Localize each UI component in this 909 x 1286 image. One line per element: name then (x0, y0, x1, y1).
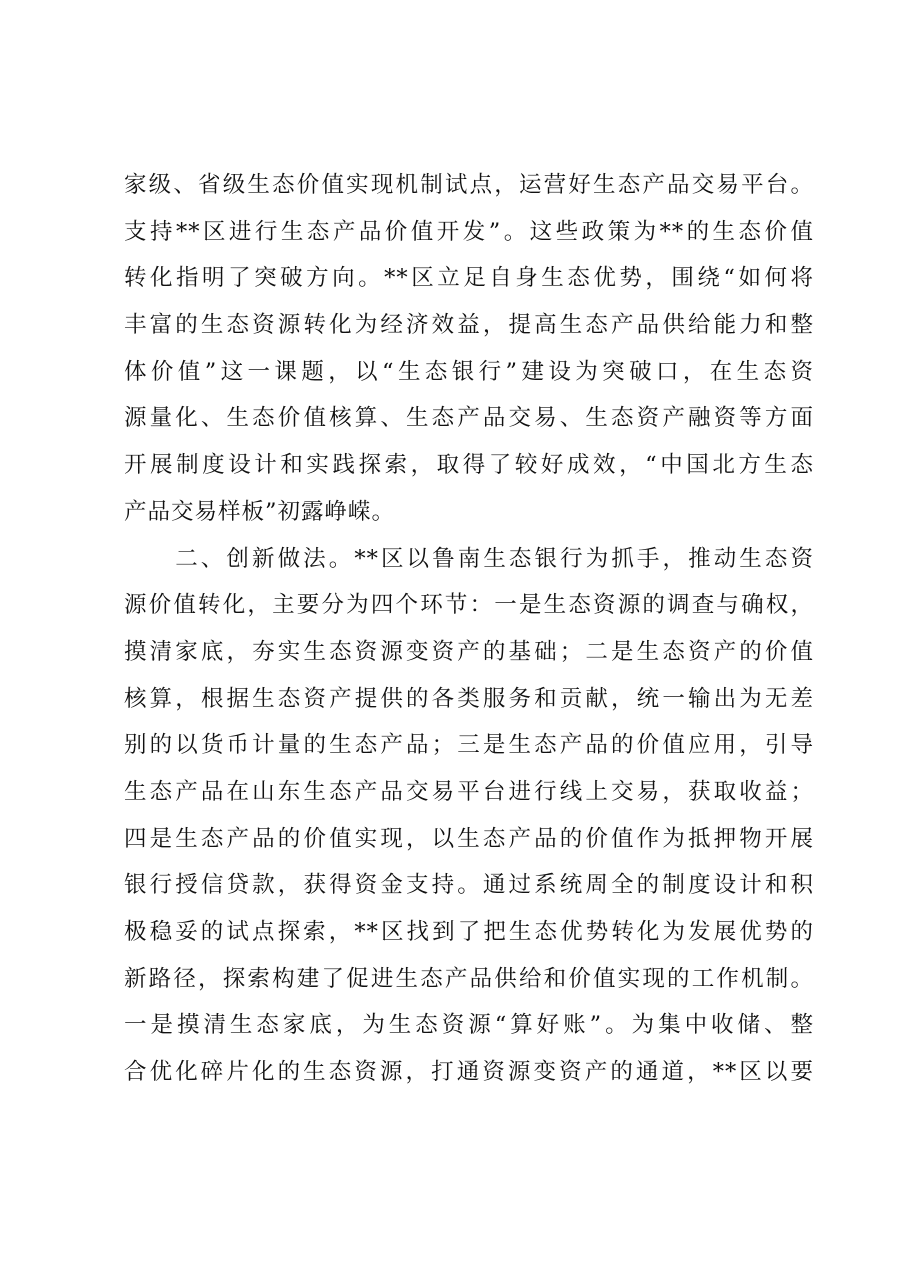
text-line: 家级、省级生态价值实现机制试点，运营好生态产品交易平台。 (124, 172, 814, 198)
paragraph-2 (124, 536, 814, 1096)
text-line: 极稳妥的试点探索，**区找到了把生态优势转化为发展优势的 (124, 919, 814, 945)
text-line: 开展制度设计和实践探索，取得了较好成效，“中国北方生态 (124, 452, 814, 479)
text-line: 体价值”这一课题，以“生态银行”建设为突破口，在生态资 (124, 358, 814, 385)
paragraph-1 (124, 162, 814, 536)
text-line: 合优化碎片化的生态资源，打通资源变资产的通道，**区以要 (124, 1059, 814, 1086)
text-line: 别的以货币计量的生态产品；三是生态产品的价值应用，引导 (124, 732, 814, 759)
text-line: 转化指明了突破方向。**区立足自身生态优势，围绕“如何将 (124, 265, 814, 292)
document-body (124, 162, 814, 1096)
text-line: 生态产品在山东生态产品交易平台进行线上交易，获取收益； (124, 778, 814, 805)
text-line: 四是生态产品的价值实现，以生态产品的价值作为抵押物开展 (124, 825, 814, 852)
text-line: 摸清家底，夯实生态资源变资产的基础；二是生态资产的价值 (124, 638, 814, 665)
text-line: 产品交易样板”初露峥嵘。 (124, 498, 396, 525)
text-line: 新路径，探索构建了促进生态产品供给和价值实现的工作机制。 (124, 965, 814, 992)
text-line: 二、创新做法。**区以鲁南生态银行为抓手，推动生态资 (124, 545, 814, 572)
text-line: 源价值转化，主要分为四个环节：一是生态资源的调查与确权， (124, 592, 814, 619)
text-line: 核算，根据生态资产提供的各类服务和贡献，统一输出为无差 (124, 685, 814, 712)
text-line: 支持**区进行生态产品价值开发”。这些政策为**的生态价值 (124, 218, 814, 245)
text-line: 一是摸清生态家底，为生态资源“算好账”。为集中收储、整 (124, 1012, 814, 1039)
text-line: 丰富的生态资源转化为经济效益，提高生态产品供给能力和整 (124, 312, 814, 339)
text-line: 银行授信贷款，获得资金支持。通过系统周全的制度设计和积 (124, 872, 814, 899)
text-line: 源量化、生态价值核算、生态产品交易、生态资产融资等方面 (124, 405, 814, 432)
